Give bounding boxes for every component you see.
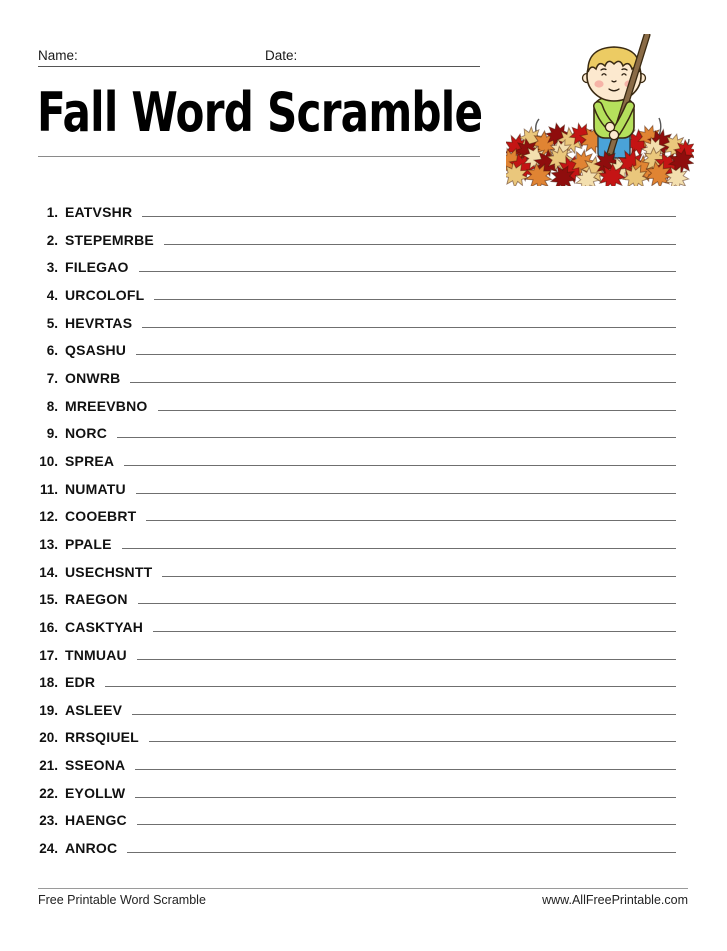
answer-line[interactable] <box>130 365 676 383</box>
item-number: 5. <box>46 315 58 331</box>
answer-line[interactable] <box>135 752 676 770</box>
scrambled-word: USECHSNTT <box>65 563 153 580</box>
scrambled-word: URCOLOFL <box>65 286 145 303</box>
scramble-row <box>33 586 676 614</box>
item-number: 7. <box>46 370 58 386</box>
answer-line[interactable] <box>164 227 676 245</box>
answer-line[interactable] <box>142 310 676 328</box>
answer-line[interactable] <box>124 448 676 466</box>
answer-line[interactable] <box>137 642 676 660</box>
item-number: 6. <box>46 343 58 359</box>
item-number: 22. <box>39 785 58 801</box>
item-number: 19. <box>39 702 58 718</box>
answer-line[interactable] <box>132 697 676 715</box>
scrambled-word: HAENGC <box>65 812 127 829</box>
scrambled-word: RAEGON <box>65 591 128 608</box>
item-number: 2. <box>46 232 58 248</box>
item-number: 24. <box>39 841 58 857</box>
answer-line[interactable] <box>158 393 677 411</box>
answer-line[interactable] <box>153 614 676 632</box>
item-number: 23. <box>39 813 58 829</box>
scramble-row <box>33 780 676 808</box>
item-number: 14. <box>39 564 58 580</box>
answer-line[interactable] <box>105 669 676 687</box>
answer-line[interactable] <box>154 282 676 300</box>
scrambled-word: ONWRB <box>65 369 121 386</box>
answer-line[interactable] <box>136 337 676 355</box>
answer-line[interactable] <box>149 724 676 742</box>
answer-line[interactable] <box>135 780 676 798</box>
name-date-underline[interactable] <box>38 47 480 67</box>
scramble-row <box>33 448 676 476</box>
item-number: 12. <box>39 509 58 525</box>
scramble-row <box>33 393 676 421</box>
scramble-row <box>33 503 676 531</box>
scramble-word-list <box>33 199 676 863</box>
name-label: Name: <box>38 48 78 63</box>
scrambled-word: ANROC <box>65 840 118 857</box>
footer-divider <box>38 888 688 889</box>
scramble-row <box>33 365 676 393</box>
item-number: 21. <box>39 758 58 774</box>
item-number: 10. <box>39 453 58 469</box>
scramble-row <box>33 337 676 365</box>
scrambled-word: SPREA <box>65 452 115 469</box>
scrambled-word: TNMUAU <box>65 646 127 663</box>
item-number: 20. <box>39 730 58 746</box>
scrambled-word: PPALE <box>65 535 112 552</box>
scrambled-word: EDR <box>65 674 96 691</box>
scramble-row <box>33 420 676 448</box>
scramble-row <box>33 724 676 752</box>
scramble-row <box>33 697 676 725</box>
scramble-row <box>33 199 676 227</box>
scrambled-word: MREEVBNO <box>65 397 148 414</box>
answer-line[interactable] <box>127 835 676 853</box>
answer-line[interactable] <box>136 476 676 494</box>
boy-raking-leaves-illustration <box>506 34 694 186</box>
title-divider <box>38 156 480 157</box>
scramble-row <box>33 227 676 255</box>
scramble-row <box>33 531 676 559</box>
footer-left-text: Free Printable Word Scramble <box>38 893 206 907</box>
answer-line[interactable] <box>146 503 676 521</box>
item-number: 15. <box>39 592 58 608</box>
scrambled-word: ASLEEV <box>65 701 123 718</box>
item-number: 3. <box>46 260 58 276</box>
answer-line[interactable] <box>139 254 676 272</box>
answer-line[interactable] <box>137 807 676 825</box>
scrambled-word: SSEONA <box>65 757 126 774</box>
scrambled-word: NUMATU <box>65 480 126 497</box>
scrambled-word: FILEGAO <box>65 259 129 276</box>
scramble-row <box>33 669 676 697</box>
item-number: 18. <box>39 675 58 691</box>
scrambled-word: QSASHU <box>65 342 127 359</box>
scramble-row <box>33 476 676 504</box>
scrambled-word: NORC <box>65 425 108 442</box>
scramble-row <box>33 559 676 587</box>
scrambled-word: RRSQIUEL <box>65 729 139 746</box>
item-number: 1. <box>46 205 58 220</box>
answer-line[interactable] <box>138 586 676 604</box>
hand-lower <box>609 130 618 139</box>
scrambled-word: COOEBRT <box>65 508 137 525</box>
scrambled-word: EYOLLW <box>65 784 126 801</box>
item-number: 13. <box>39 536 58 552</box>
scramble-row <box>33 807 676 835</box>
answer-line[interactable] <box>117 420 676 438</box>
scramble-row <box>33 310 676 338</box>
scrambled-word: HEVRTAS <box>65 314 133 331</box>
scramble-row <box>33 752 676 780</box>
scramble-row <box>33 282 676 310</box>
item-number: 8. <box>46 398 58 414</box>
item-number: 9. <box>46 426 58 442</box>
scramble-row <box>33 835 676 863</box>
footer-site-link[interactable]: www.AllFreePrintable.com <box>542 893 688 907</box>
scrambled-word: STEPEMRBE <box>65 231 154 248</box>
scramble-row <box>33 642 676 670</box>
item-number: 4. <box>46 287 58 303</box>
cheek-left <box>594 80 603 87</box>
answer-line[interactable] <box>162 559 676 577</box>
answer-line[interactable] <box>142 199 676 217</box>
scramble-row <box>33 254 676 282</box>
scrambled-word: CASKTYAH <box>65 618 144 635</box>
date-label: Date: <box>265 48 298 63</box>
scramble-row <box>33 614 676 642</box>
item-number: 17. <box>39 647 58 663</box>
scrambled-word: EATVSHR <box>65 204 133 220</box>
page-title: Fall Word Scramble <box>37 81 483 144</box>
item-number: 16. <box>39 619 58 635</box>
item-number: 11. <box>39 481 58 497</box>
answer-line[interactable] <box>122 531 676 549</box>
